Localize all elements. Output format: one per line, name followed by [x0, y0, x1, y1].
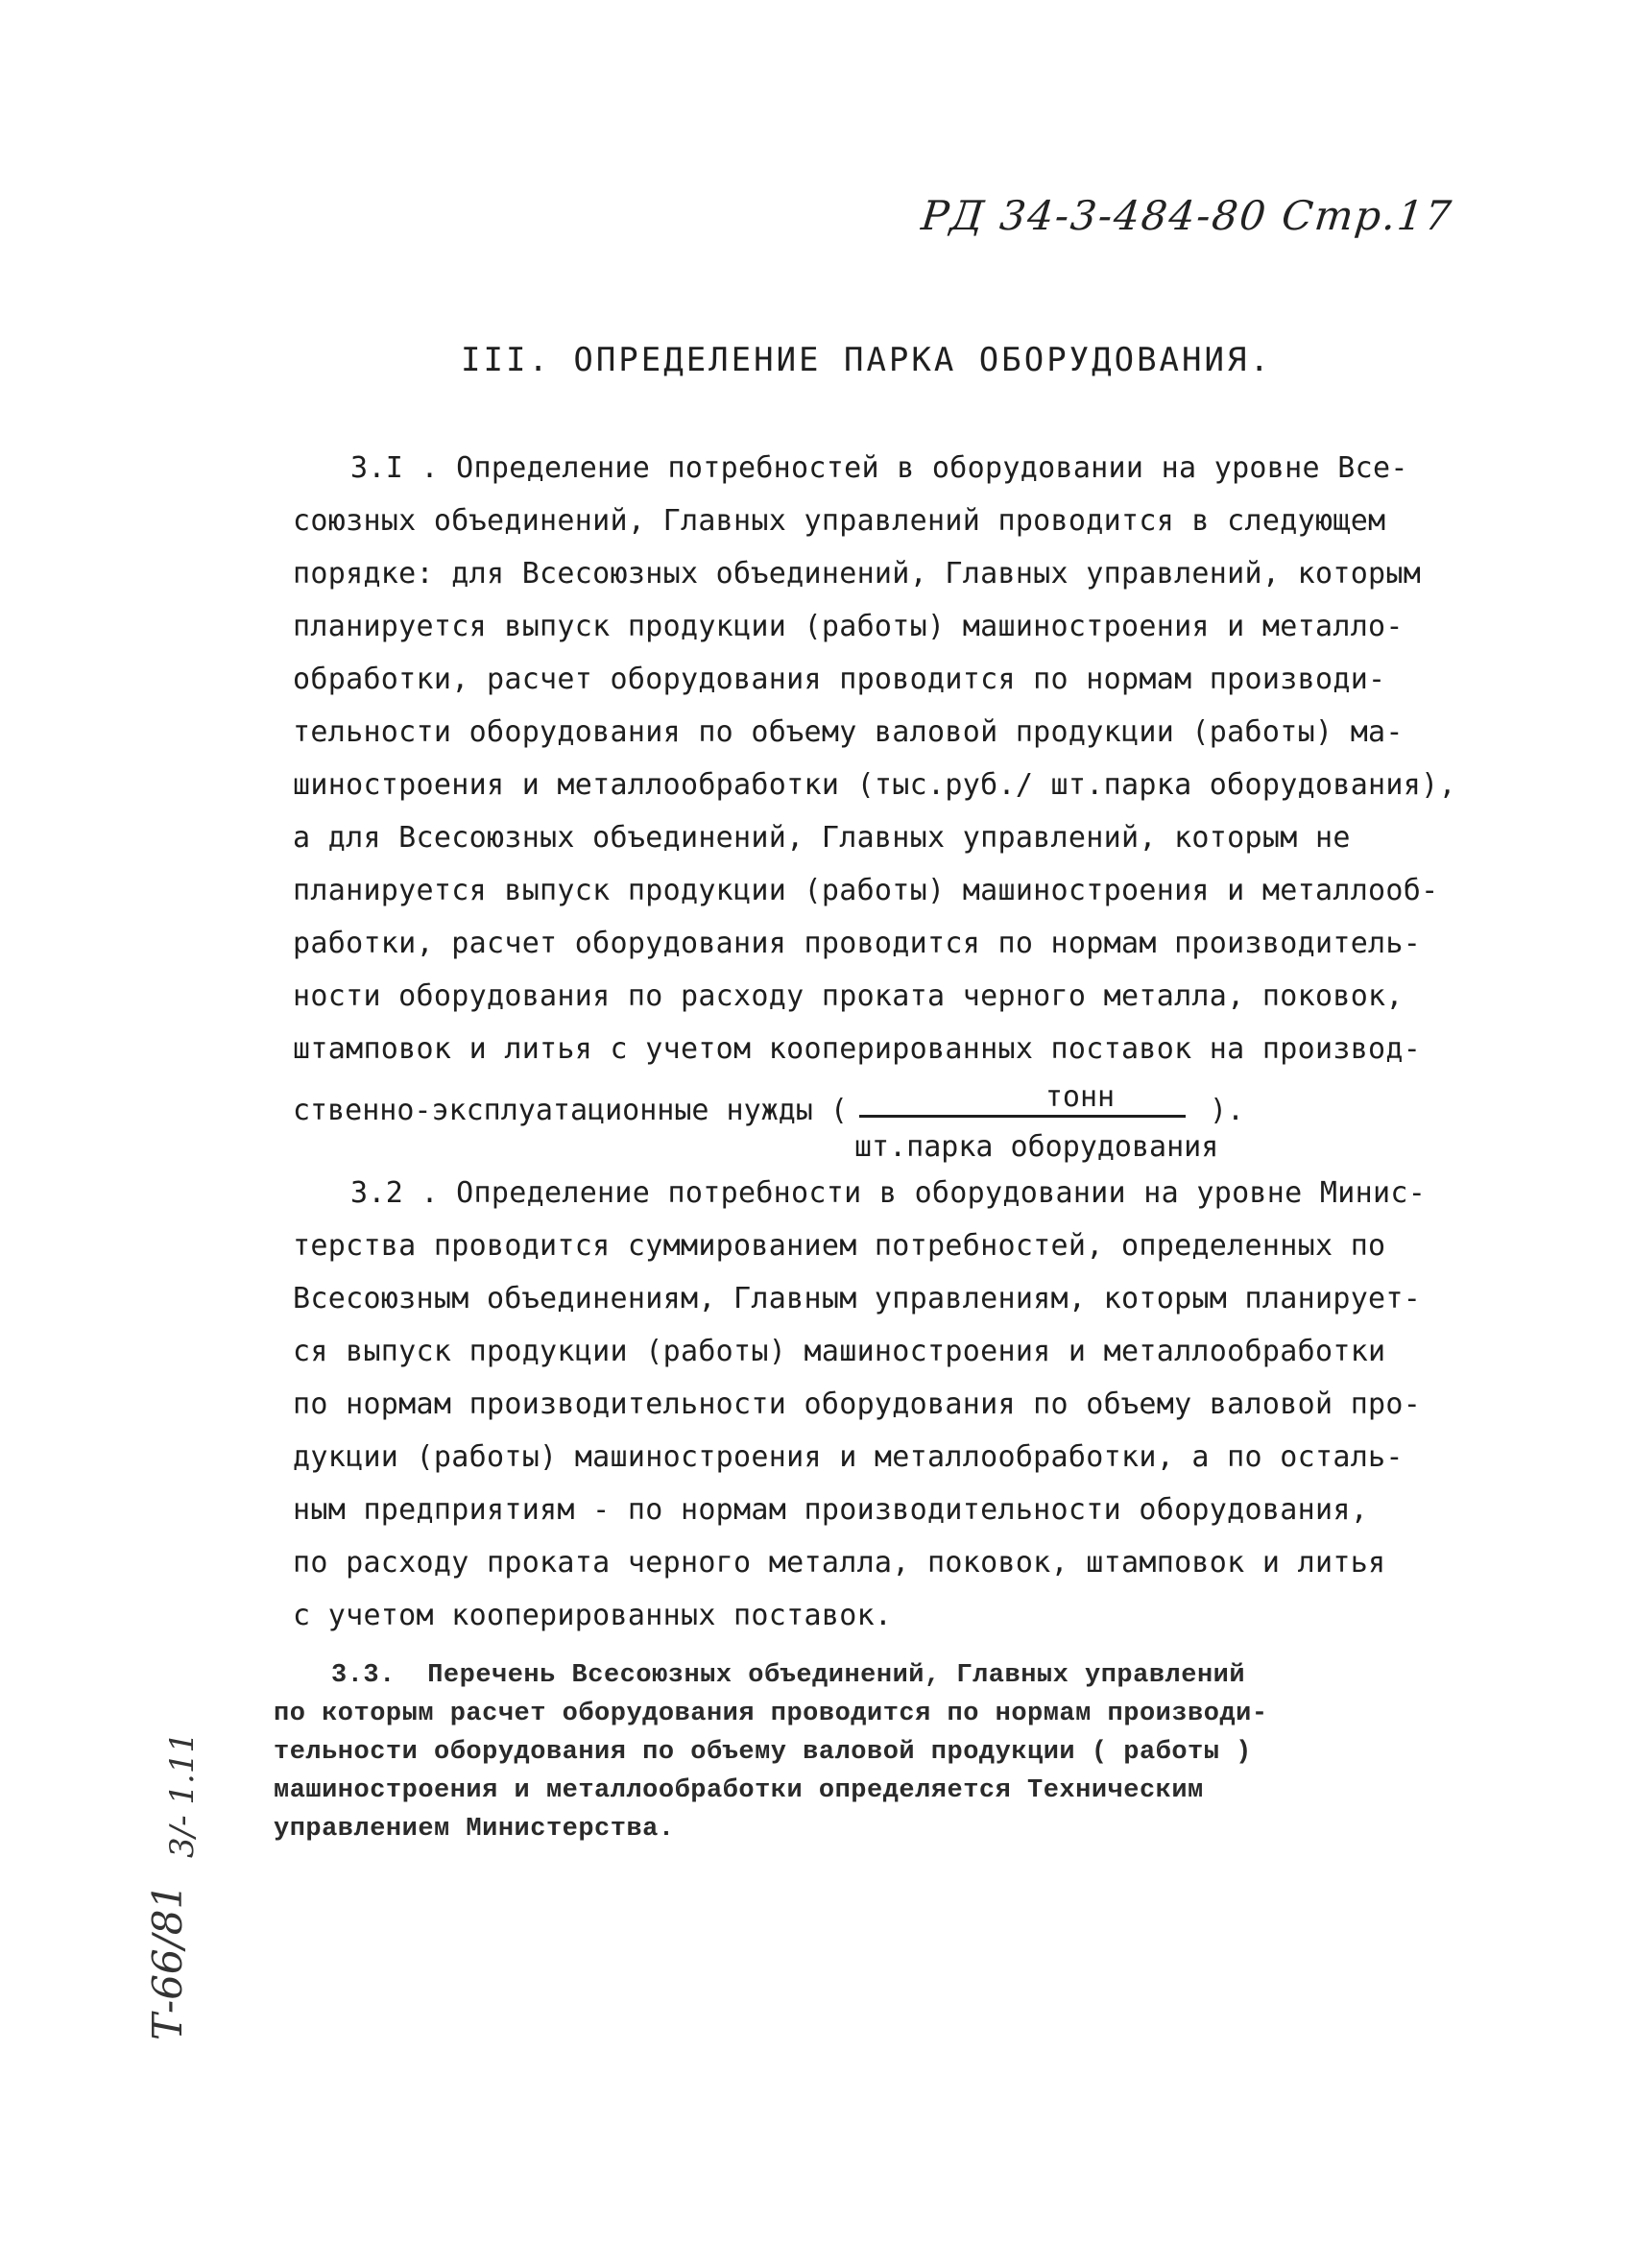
paragraph-line: по которым расчет оборудования проводится по нормам производи- — [274, 1700, 1268, 1728]
paragraph-3-3 — [274, 1656, 1368, 1848]
paragraph-line: порядке: для Всесоюзных объединений, Главных управлений, которым — [293, 557, 1422, 591]
units-fraction-line — [293, 1080, 1445, 1167]
paragraph-line: 3.I . Определение потребностей в оборудовании на уровне Все- — [350, 451, 1408, 485]
paragraph-line: 3.2 . Определение потребности в оборудовании на уровне Минис- — [350, 1176, 1427, 1210]
paragraph-line: ся выпуск продукции (работы) машиностроения и металлообработки — [293, 1335, 1386, 1368]
paragraph-line: по расходу проката черного металла, поковок, штамповок и литья — [293, 1546, 1386, 1580]
paragraph-line: ности оборудования по расходу проката черного металла, поковок, — [293, 979, 1404, 1013]
margin-stamp-note: 3/- 1.11 — [163, 1731, 202, 1858]
paragraph-line: Всесоюзным объединениям, Главным управлениям, которым планирует- — [293, 1282, 1422, 1315]
paragraph-line: а для Всесоюзных объединений, Главных управлений, которым не — [293, 821, 1351, 855]
paragraph-3-2 — [293, 1167, 1427, 1642]
paragraph-line: штамповок и литья с учетом кооперированных поставок на производ- — [293, 1032, 1422, 1066]
fraction-denominator: шт.парка оборудования — [854, 1130, 1219, 1164]
fraction-numerator: тонн — [1045, 1080, 1116, 1114]
paragraph-line: управлением Министерства. — [274, 1815, 675, 1844]
paragraph-line: ным предприятиям - по нормам производительности оборудования, — [293, 1493, 1369, 1527]
paragraph-line: 3.3. Перечень Всесоюзных объединений, Главных управлений — [331, 1661, 1246, 1690]
paragraph-line: дукции (работы) машиностроения и металлообработки, а по осталь- — [293, 1440, 1404, 1474]
paragraph-line: с учетом кооперированных поставок. — [293, 1599, 893, 1632]
paragraph-line: обработки, расчет оборудования проводится по нормам производи- — [293, 663, 1386, 696]
paragraph-line: шиностроения и металлообработки (тыс.руб./ шт.парка оборудования), — [293, 768, 1456, 802]
paragraph-line: по нормам производительности оборудования по объему валовой про- — [293, 1387, 1422, 1421]
paragraph-line: тельности оборудования по объему валовой продукции (работы) ма- — [293, 715, 1404, 749]
paragraph-line: союзных объединений, Главных управлений проводится в следующем — [293, 504, 1386, 538]
fraction-bar — [859, 1115, 1186, 1118]
paragraph-line: планируется выпуск продукции (работы) машиностроения и металло- — [293, 610, 1404, 643]
document-code-header: РД 34-3-484-80 Стр.17 — [919, 192, 1455, 239]
paragraph-line: планируется выпуск продукции (работы) машиностроения и металлооб- — [293, 874, 1439, 907]
margin-handwritten-note: Т-66/81 — [144, 1883, 191, 2040]
paragraph-line: машиностроения и металлообработки определяется Техническим — [274, 1776, 1204, 1805]
fraction-lead-text: ственно-эксплуатационные нужды ( — [293, 1094, 848, 1127]
paragraph-line: работки, расчет оборудования проводится по нормам производитель- — [293, 927, 1422, 960]
paragraph-line: терства проводится суммированием потребностей, определенных по — [293, 1229, 1386, 1263]
paragraph-line: тельности оборудования по объему валовой продукции ( работы ) — [274, 1738, 1252, 1767]
section-title: III. ОПРЕДЕЛЕНИЕ ПАРКА ОБОРУДОВАНИЯ. — [461, 341, 1272, 379]
fraction-close: ). — [1210, 1094, 1245, 1127]
paragraph-3-1 — [293, 442, 1456, 1075]
